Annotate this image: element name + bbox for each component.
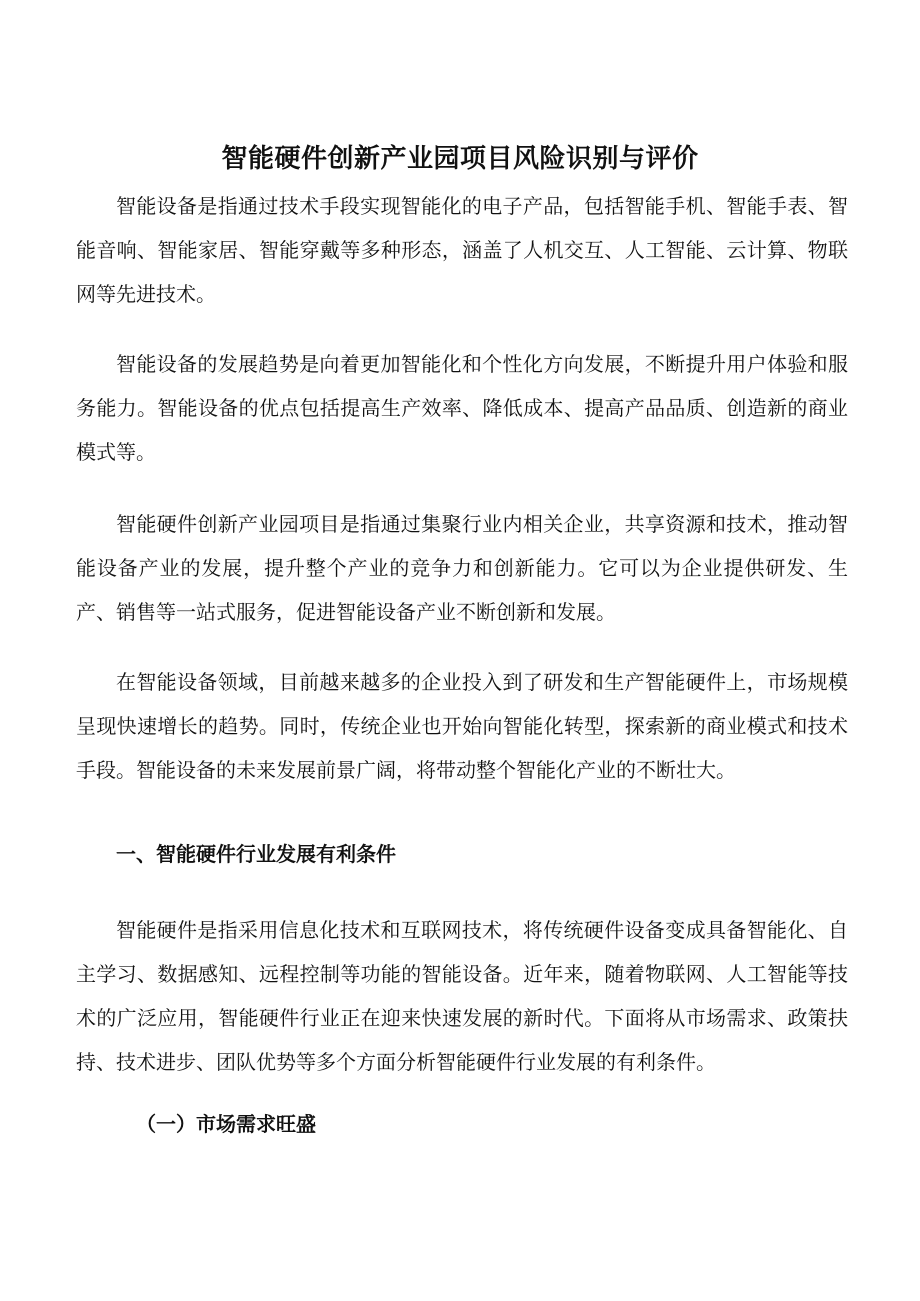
intro-paragraph-2: 智能设备的发展趋势是向着更加智能化和个性化方向发展，不断提升用户体验和服务能力。智能设备的优点包括提高生产效率、降低成本、提高产品品质、创造新的商业模式等。	[76, 352, 848, 464]
intro-paragraph-3: 智能硬件创新产业园项目是指通过集聚行业内相关企业，共享资源和技术，推动智能设备产业的发展，提升整个产业的竞争力和创新能力。它可以为企业提供研发、生产、销售等一站式服务，促进智能设备产业不断创新和发展。	[76, 512, 848, 624]
document-title: 智能硬件创新产业园项目风险识别与评价	[221, 144, 699, 175]
intro-paragraph-4: 在智能设备领域，目前越来越多的企业投入到了研发和生产智能硬件上，市场规模呈现快速增长的趋势。同时，传统企业也开始向智能化转型，探索新的商业模式和技术手段。智能设备的未来发展前景广阔，将带动整个智能化产业的不断壮大。	[76, 670, 848, 782]
subsection-heading: （一）市场需求旺盛	[136, 1112, 316, 1136]
section-paragraph: 智能硬件是指采用信息化技术和互联网技术，将传统硬件设备变成具备智能化、自主学习、数据感知、远程控制等功能的智能设备。近年来，随着物联网、人工智能等技术的广泛应用，智能硬件行业正在迎来快速发展的新时代。下面将从市场需求、政策扶持、技术进步、团队优势等多个方面分析智能硬件行业发展的有利条件。	[76, 918, 848, 1074]
intro-paragraph-1: 智能设备是指通过技术手段实现智能化的电子产品，包括智能手机、智能手表、智能音响、智能家居、智能穿戴等多种形态，涵盖了人机交互、人工智能、云计算、物联网等先进技术。	[76, 194, 848, 306]
section-heading: 一、智能硬件行业发展有利条件	[116, 842, 396, 866]
